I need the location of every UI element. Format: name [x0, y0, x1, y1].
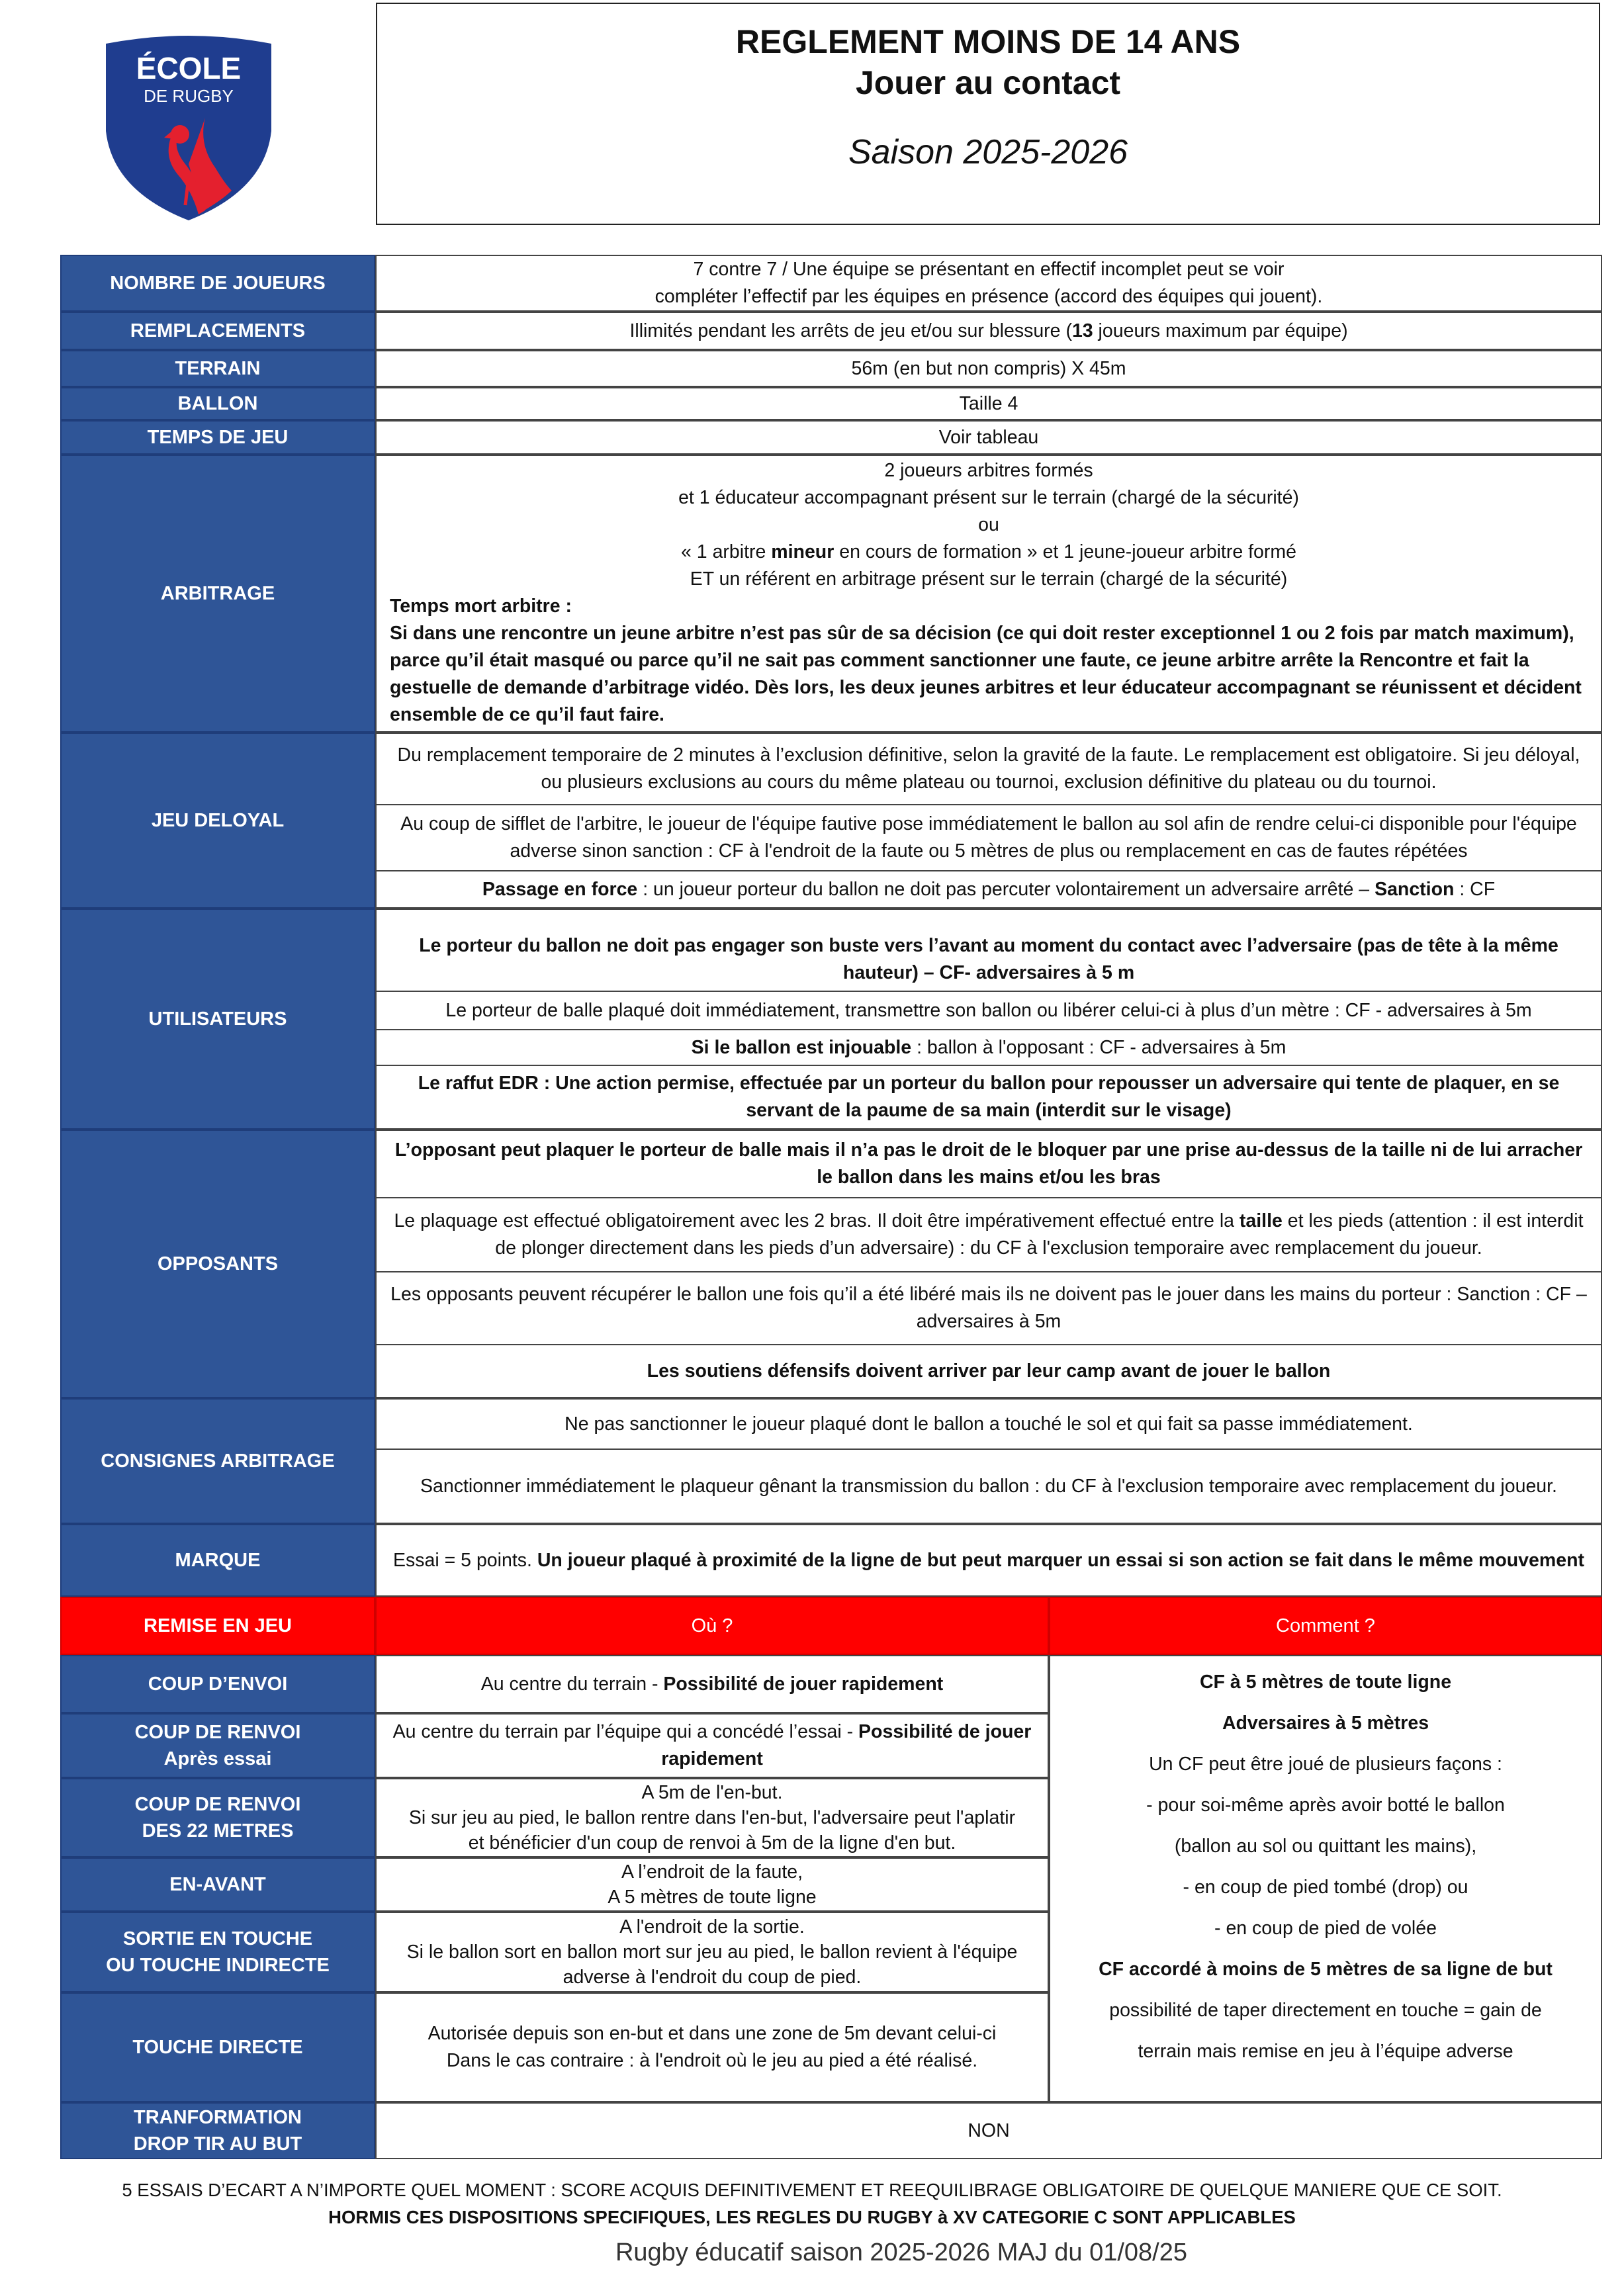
- row-en-avant: [60, 1857, 1049, 1912]
- row-nombre-joueurs: [60, 255, 1602, 312]
- header-ou: Où ?: [375, 1597, 1049, 1655]
- label-transformation: TRANFORMATION DROP TIR AU BUT: [60, 2102, 375, 2159]
- cell-coup-renvoi: Au centre du terrain par l’équipe qui a concédé l’essai - Possibilité de jouer rapidement: [392, 1721, 1032, 1769]
- label-touche-directe: TOUCHE DIRECTE: [60, 1992, 375, 2102]
- consignes-cell-1: Ne pas sanctionner le joueur plaqué dont le ballon a touché le sol et qui fait sa passe immédiatement.: [564, 1413, 1413, 1435]
- utilisateurs-cell-3: Si le ballon est injouable : ballon à l'opposant : CF - adversaires à 5m: [377, 1029, 1601, 1065]
- label-utilisateurs: UTILISATEURS: [60, 909, 375, 1130]
- utilisateurs-cell-1: Le porteur du ballon ne doit pas engager son buste vers l’avant au moment du contact avec l’adversaire (pas de tête à la même hauteur) – CF- adversaires à 5 m: [419, 935, 1558, 983]
- joueurs-line-2: compléter l’effectif par les équipes en présence (accord des équipes qui jouent).: [654, 286, 1323, 307]
- label-coup-renvoi: COUP DE RENVOI Après essai: [60, 1713, 375, 1778]
- cell-transformation: NON: [968, 2119, 1010, 2141]
- row-consignes-arbitrage: [60, 1398, 1602, 1524]
- row-marque: [60, 1524, 1602, 1597]
- page-subtitle: Jouer au contact: [855, 64, 1121, 101]
- label-marque: MARQUE: [60, 1524, 375, 1597]
- ecole-de-rugby-logo: [99, 32, 278, 224]
- arbitrage-line-3: ou: [978, 514, 999, 535]
- label-ballon: BALLON: [60, 387, 375, 420]
- cell-coup-envoi: Au centre du terrain - Possibilité de jouer rapidement: [480, 1673, 944, 1695]
- comment-line: terrain mais remise en jeu à l’équipe adverse: [1138, 2041, 1513, 2062]
- row-utilisateurs: [60, 909, 1602, 1130]
- temps-mort-text: Si dans une rencontre un jeune arbitre n’est pas sûr de sa décision (ce qui doit rester exceptionnel 1 ou 2 fois par match maximum), parce qu’il était masqué ou parce qu’il ne sait pas comment sanctionner une faute, ce jeune arbitre arrête la Rencontre et fait la gestuelle de demande d’arbitrage vidéo. Dès lors, les deux jeunes arbitres et leur éducateur accompagnant se réunissent et décident ensemble de ce qu’il faut faire.: [390, 623, 1582, 725]
- utilisateurs-cell-2: Le porteur de balle plaqué doit immédiatement, transmettre son ballon ou libérer celui-ci à plus d’un mètre : CF - adversaires à 5m: [377, 991, 1601, 1029]
- arbitrage-line-1: 2 joueurs arbitres formés: [884, 460, 1093, 481]
- cell-remplacements: [377, 313, 1601, 349]
- cell-ballon: Taille 4: [959, 392, 1018, 414]
- comment-line: (ballon au sol ou quittant les mains),: [1174, 1836, 1477, 1857]
- row-coup-envoi: [60, 1655, 1049, 1713]
- comment-line: Un CF peut être joué de plusieurs façons :: [1149, 1754, 1502, 1775]
- label-opposants: OPPOSANTS: [60, 1130, 375, 1398]
- season-label: Saison 2025-2026: [848, 133, 1128, 171]
- row-remplacements: [60, 312, 1602, 350]
- row-transformation: [60, 2102, 1602, 2159]
- remplacements-count: 13: [1071, 320, 1093, 341]
- opposants-cell-2: Le plaquage est effectué obligatoirement avec les 2 bras. Il doit être impérativement effectué entre la taille et les pieds (attention : il est interdit de plonger directement dans les pieds d’un adversaire) : du CF à l'exclusion temporaire avec remplacement du joueur.: [377, 1197, 1601, 1271]
- arbitrage-line-4: « 1 arbitre mineur en cours de formation » et 1 jeune-joueur arbitre formé: [681, 541, 1296, 562]
- comment-line: - pour soi-même après avoir botté le ballon: [1146, 1795, 1505, 1816]
- consignes-cell-2: Sanctionner immédiatement le plaqueur gênant la transmission du ballon : du CF à l'exclusion temporaire avec remplacement du joueur.: [377, 1448, 1601, 1523]
- deloyal-cell-3: Passage en force : un joueur porteur du ballon ne doit pas percuter volontairement un adversaire arrêté – Sanction : CF: [377, 870, 1601, 907]
- deloyal-cell-2: Au coup de sifflet de l'arbitre, le joueur de l'équipe fautive pose immédiatement le ballon au sol afin de rendre celui-ci disponible pour l'équipe adverse sinon sanction : CF à l'endroit de la faute ou 5 mètres de plus ou remplacement en cas de fautes répétées: [377, 804, 1601, 870]
- label-en-avant: EN-AVANT: [60, 1857, 375, 1912]
- page-title: REGLEMENT MOINS DE 14 ANS: [735, 23, 1241, 60]
- cell-temps-de-jeu: Voir tableau: [938, 426, 1039, 448]
- cell-sortie-en-touche: A l'endroit de la sortie. Si le ballon sort en ballon mort sur jeu au pied, le ballon revient à l'équipe adverse à l'endroit du coup de pied.: [406, 1916, 1018, 1988]
- deloyal-cell-1: Du remplacement temporaire de 2 minutes à l’exclusion définitive, selon la gravité de la faute. Le remplacement est obligatoire. Si jeu déloyal, ou plusieurs exclusions au cours du même plateau ou tournoi, exclusion définitive du plateau ou du tournoi.: [397, 744, 1580, 793]
- comment-line: CF accordé à moins de 5 mètres de sa ligne de but: [1099, 1959, 1553, 1980]
- joueurs-line-1: 7 contre 7 / Une équipe se présentant en effectif incomplet peut se voir: [693, 259, 1285, 280]
- footer-line-1: 5 ESSAIS D’ECART A N’IMPORTE QUEL MOMENT : SCORE ACQUIS DEFINITIVEMENT ET REEQUILIBRAGE OBLIGATOIRE DE QUELQUE MANIERE QUE CE SOIT.: [122, 2180, 1502, 2200]
- opposants-cell-1: L’opposant peut plaquer le porteur de balle mais il n’a pas le droit de le bloquer par une prise au-dessus de la taille ni de lui arracher le ballon dans les mains et/ou les bras: [394, 1139, 1583, 1188]
- arbitrage-line-2: et 1 éducateur accompagnant présent sur le terrain (chargé de la sécurité): [678, 487, 1299, 508]
- comment-line: - en coup de pied tombé (drop) ou: [1183, 1877, 1468, 1898]
- utilisateurs-cell-4: Le raffut EDR : Une action permise, effectuée par un porteur du ballon pour repousser un adversaire qui tente de plaquer, en se servant de la paume de sa main (interdit sur le visage): [377, 1065, 1601, 1128]
- opposants-cell-3: Les opposants peuvent récupérer le ballon une fois qu’il a été libéré mais ils ne doivent pas le jouer dans les mains du porteur : Sanction : CF – adversaires à 5m: [377, 1271, 1601, 1344]
- cell-en-avant: A l’endroit de la faute, A 5 mètres de toute ligne: [608, 1861, 817, 1908]
- row-jeu-deloyal: [60, 733, 1602, 909]
- row-remise-en-jeu: [60, 1597, 1602, 1655]
- cell-coup-renvoi-22: A 5m de l'en-but. Si sur jeu au pied, le ballon rentre dans l'en-but, l'adversaire peut l'aplatir et bénéficier d'un coup de renvoi à 5m de la ligne d'en but.: [408, 1782, 1016, 1853]
- remplacements-text: Illimités pendant les arrêts de jeu et/ou sur blessure (: [629, 320, 1072, 341]
- label-jeu-deloyal: JEU DELOYAL: [60, 733, 375, 909]
- row-temps-de-jeu: [60, 420, 1602, 455]
- comment-line: possibilité de taper directement en touche = gain de: [1109, 2000, 1542, 2021]
- row-terrain: [60, 350, 1602, 387]
- comment-line: - en coup de pied de volée: [1214, 1918, 1437, 1939]
- row-sortie-en-touche: [60, 1912, 1049, 1992]
- label-coup-envoi: COUP D’ENVOI: [60, 1655, 375, 1713]
- row-opposants: [60, 1130, 1602, 1398]
- label-temps-de-jeu: TEMPS DE JEU: [60, 420, 375, 455]
- cell-terrain: 56m (en but non compris) X 45m: [851, 357, 1126, 379]
- label-coup-renvoi-22: COUP DE RENVOI DES 22 METRES: [60, 1778, 375, 1857]
- footer-line-3: Rugby éducatif saison 2025-2026 MAJ du 01/08/25: [615, 2239, 1188, 2266]
- row-ballon: [60, 387, 1602, 420]
- footer-line-2: HORMIS CES DISPOSITIONS SPECIFIQUES, LES REGLES DU RUGBY à XV CATEGORIE C SONT APPLICABLES: [328, 2207, 1296, 2227]
- comment-line: CF à 5 mètres de toute ligne: [1199, 1671, 1452, 1693]
- title-box: [376, 3, 1600, 225]
- label-consignes-arbitrage: CONSIGNES ARBITRAGE: [60, 1398, 375, 1524]
- label-remise-en-jeu: REMISE EN JEU: [60, 1597, 375, 1655]
- label-terrain: TERRAIN: [60, 350, 375, 387]
- row-touche-directe: [60, 1992, 1049, 2102]
- arbitrage-line-5: ET un référent en arbitrage présent sur le terrain (chargé de la sécurité): [690, 568, 1288, 590]
- temps-mort-title: Temps mort arbitre :: [390, 596, 572, 617]
- comment-line: Adversaires à 5 mètres: [1222, 1713, 1429, 1734]
- row-coup-renvoi: [60, 1713, 1049, 1778]
- row-arbitrage: [60, 455, 1602, 733]
- opposants-cell-4: Les soutiens défensifs doivent arriver par leur camp avant de jouer le ballon: [377, 1344, 1601, 1397]
- remplacements-text-end: joueurs maximum par équipe): [1093, 320, 1348, 341]
- header-comment: Comment ?: [1049, 1597, 1602, 1655]
- label-remplacements: REMPLACEMENTS: [60, 312, 375, 350]
- label-arbitrage: ARBITRAGE: [60, 455, 375, 733]
- logo-line-2: DE RUGBY: [144, 86, 234, 106]
- row-coup-renvoi-22: [60, 1778, 1049, 1857]
- logo-line-1: ÉCOLE: [136, 51, 242, 85]
- comment-column: [1049, 1655, 1602, 2102]
- label-nombre-joueurs: NOMBRE DE JOUEURS: [60, 255, 375, 312]
- cell-marque: Essai = 5 points. Un joueur plaqué à proximité de la ligne de but peut marquer un essai si son action se fait dans le même mouvement: [393, 1549, 1584, 1571]
- cell-touche-directe: Autorisée depuis son en-but et dans une zone de 5m devant celui-ci Dans le cas contraire : à l'endroit où le jeu au pied a été réalisé.: [428, 2023, 997, 2071]
- label-sortie-en-touche: SORTIE EN TOUCHE OU TOUCHE INDIRECTE: [60, 1912, 375, 1992]
- cell-nombre-joueurs: [377, 256, 1601, 310]
